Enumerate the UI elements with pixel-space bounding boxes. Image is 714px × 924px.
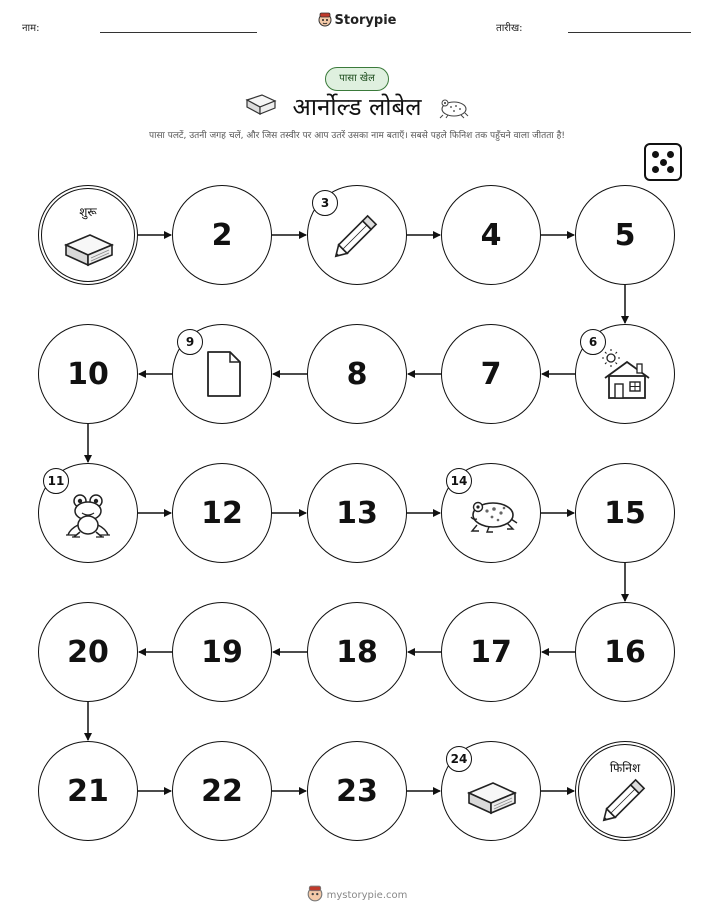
space-number-badge: 9 bbox=[177, 329, 203, 355]
book-icon bbox=[60, 215, 116, 271]
instructions: पासा पलटें, उतनी जगह चलें, और जिस तस्वीर पर आप उतरें उसका नाम बताएँ। सबसे पहले फिनिश तक पहुँचने वाला जीतता है! bbox=[149, 131, 565, 141]
frog-icon bbox=[60, 485, 116, 541]
brand-name: Storypie bbox=[334, 13, 397, 28]
space-number: 13 bbox=[336, 495, 378, 531]
board-space-12[interactable] bbox=[172, 463, 272, 563]
space-number-badge: 14 bbox=[446, 468, 472, 494]
board-space-19[interactable] bbox=[172, 602, 272, 702]
name-field[interactable] bbox=[100, 32, 257, 33]
board-space-7[interactable] bbox=[441, 324, 541, 424]
board-space-9[interactable] bbox=[172, 324, 272, 424]
dice-icon[interactable] bbox=[644, 143, 682, 181]
board-space-3[interactable] bbox=[307, 185, 407, 285]
space-number: 2 bbox=[211, 217, 233, 253]
toad-icon bbox=[463, 485, 519, 541]
start-space[interactable] bbox=[38, 185, 138, 285]
board-space-20[interactable] bbox=[38, 602, 138, 702]
board-space-6[interactable] bbox=[575, 324, 675, 424]
book-icon bbox=[463, 763, 519, 819]
board-space-14[interactable] bbox=[441, 463, 541, 563]
space-number: 8 bbox=[346, 356, 368, 392]
space-number: 12 bbox=[201, 495, 243, 531]
footer bbox=[0, 885, 714, 902]
footer-logo-icon bbox=[307, 885, 323, 902]
board-space-17[interactable] bbox=[441, 602, 541, 702]
board-space-2[interactable] bbox=[172, 185, 272, 285]
pencil-icon bbox=[597, 771, 653, 827]
space-number: 20 bbox=[67, 634, 109, 670]
board-space-11[interactable] bbox=[38, 463, 138, 563]
board-space-13[interactable] bbox=[307, 463, 407, 563]
space-number: 15 bbox=[604, 495, 646, 531]
space-number: 19 bbox=[201, 634, 243, 670]
space-number: 7 bbox=[480, 356, 502, 392]
space-number: 16 bbox=[604, 634, 646, 670]
date-label: तारीख: bbox=[496, 23, 523, 34]
space-number: 18 bbox=[336, 634, 378, 670]
space-number: 5 bbox=[614, 217, 636, 253]
paper-icon bbox=[194, 346, 250, 402]
board-space-4[interactable] bbox=[441, 185, 541, 285]
footer-url[interactable]: mystorypie.com bbox=[326, 890, 408, 901]
space-number: 23 bbox=[336, 773, 378, 809]
space-number-badge: 6 bbox=[580, 329, 606, 355]
board-space-10[interactable] bbox=[38, 324, 138, 424]
board-space-15[interactable] bbox=[575, 463, 675, 563]
title-toad-icon bbox=[437, 94, 471, 120]
space-number-badge: 3 bbox=[312, 190, 338, 216]
page-title: आर्नोल्ड लोबेल bbox=[292, 93, 422, 121]
finish-space[interactable] bbox=[575, 741, 675, 841]
start-label: शुरू bbox=[79, 205, 97, 219]
date-field[interactable] bbox=[568, 32, 691, 33]
brand bbox=[0, 12, 714, 28]
name-label: नाम: bbox=[22, 23, 40, 34]
board-space-24[interactable] bbox=[441, 741, 541, 841]
game-type-badge: पासा खेल bbox=[325, 67, 389, 91]
space-number: 10 bbox=[67, 356, 109, 392]
space-number: 17 bbox=[470, 634, 512, 670]
space-number-badge: 24 bbox=[446, 746, 472, 772]
board-space-16[interactable] bbox=[575, 602, 675, 702]
pencil-icon bbox=[329, 207, 385, 263]
finish-label: फिनिश bbox=[609, 761, 641, 775]
house-icon bbox=[597, 346, 653, 402]
board-space-5[interactable] bbox=[575, 185, 675, 285]
board-space-21[interactable] bbox=[38, 741, 138, 841]
storypie-logo-icon bbox=[318, 12, 332, 27]
board-space-8[interactable] bbox=[307, 324, 407, 424]
board-space-22[interactable] bbox=[172, 741, 272, 841]
space-number: 21 bbox=[67, 773, 109, 809]
space-number: 22 bbox=[201, 773, 243, 809]
space-number-badge: 11 bbox=[43, 468, 69, 494]
board-space-18[interactable] bbox=[307, 602, 407, 702]
space-number: 4 bbox=[480, 217, 502, 253]
board-space-23[interactable] bbox=[307, 741, 407, 841]
